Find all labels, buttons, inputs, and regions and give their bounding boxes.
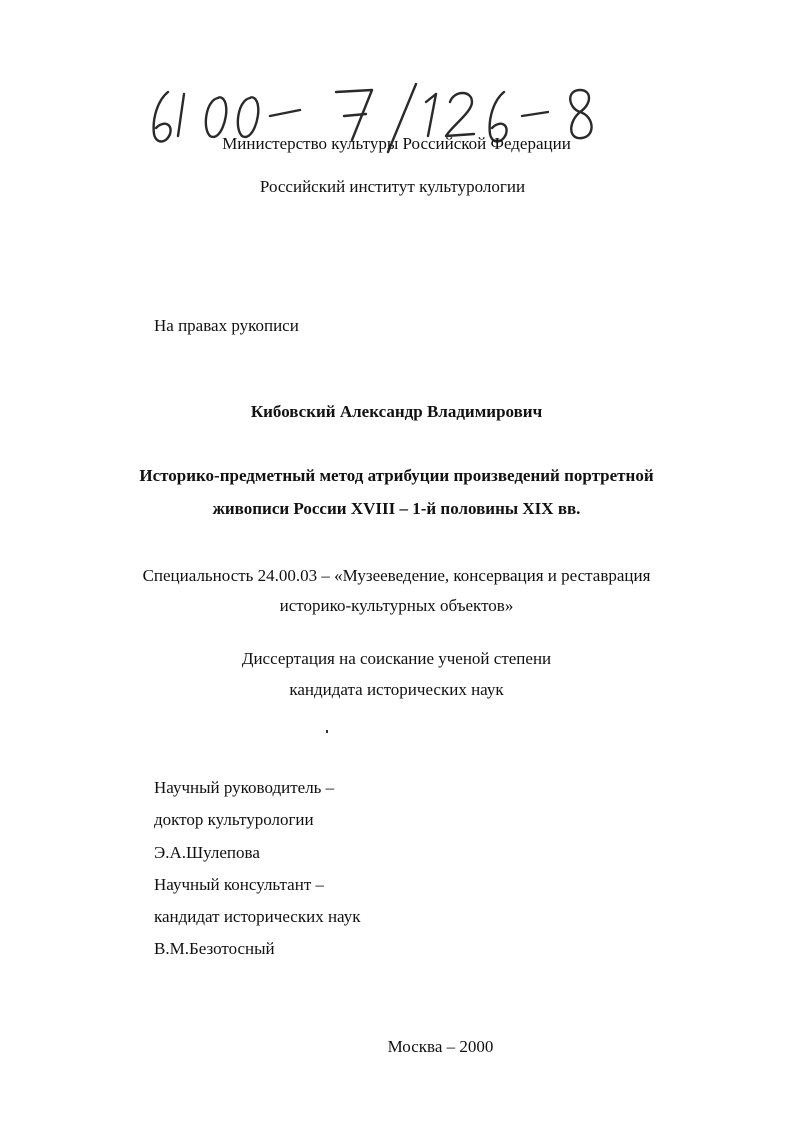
institute-heading: Российский институт культурологии [259,177,526,196]
thesis-title-line-2: живописи России XVIII – 1-й половины XIX вв. [212,499,581,518]
dissertation-line-2: кандидата исторических наук [289,680,504,699]
city-year: Москва – 2000 [387,1037,494,1056]
scan-speck [326,730,328,733]
consultant-degree: кандидат исторических наук [154,907,361,926]
supervisor-degree: доктор культурологии [154,810,314,829]
specialty-line-1: Специальность 24.00.03 – «Музееведение, консервация и реставрация [142,566,651,585]
thesis-title-line-1: Историко-предметный метод атрибуции произведений портретной [139,466,654,485]
supervisor-name: Э.А.Шулепова [154,843,260,862]
ministry-heading: Министерство культуры Российской Федерации [222,134,571,153]
dissertation-line-1: Диссертация на соискание ученой степени [241,649,552,668]
consultant-name: В.М.Безотосный [154,939,275,958]
specialty-line-2: историко-культурных объектов» [279,596,514,615]
manuscript-rights-note: На правах рукописи [154,316,299,335]
author-name: Кибовский Александр Владимирович [250,402,543,421]
consultant-role: Научный консультант – [154,875,324,894]
supervisor-role: Научный руководитель – [154,778,335,797]
